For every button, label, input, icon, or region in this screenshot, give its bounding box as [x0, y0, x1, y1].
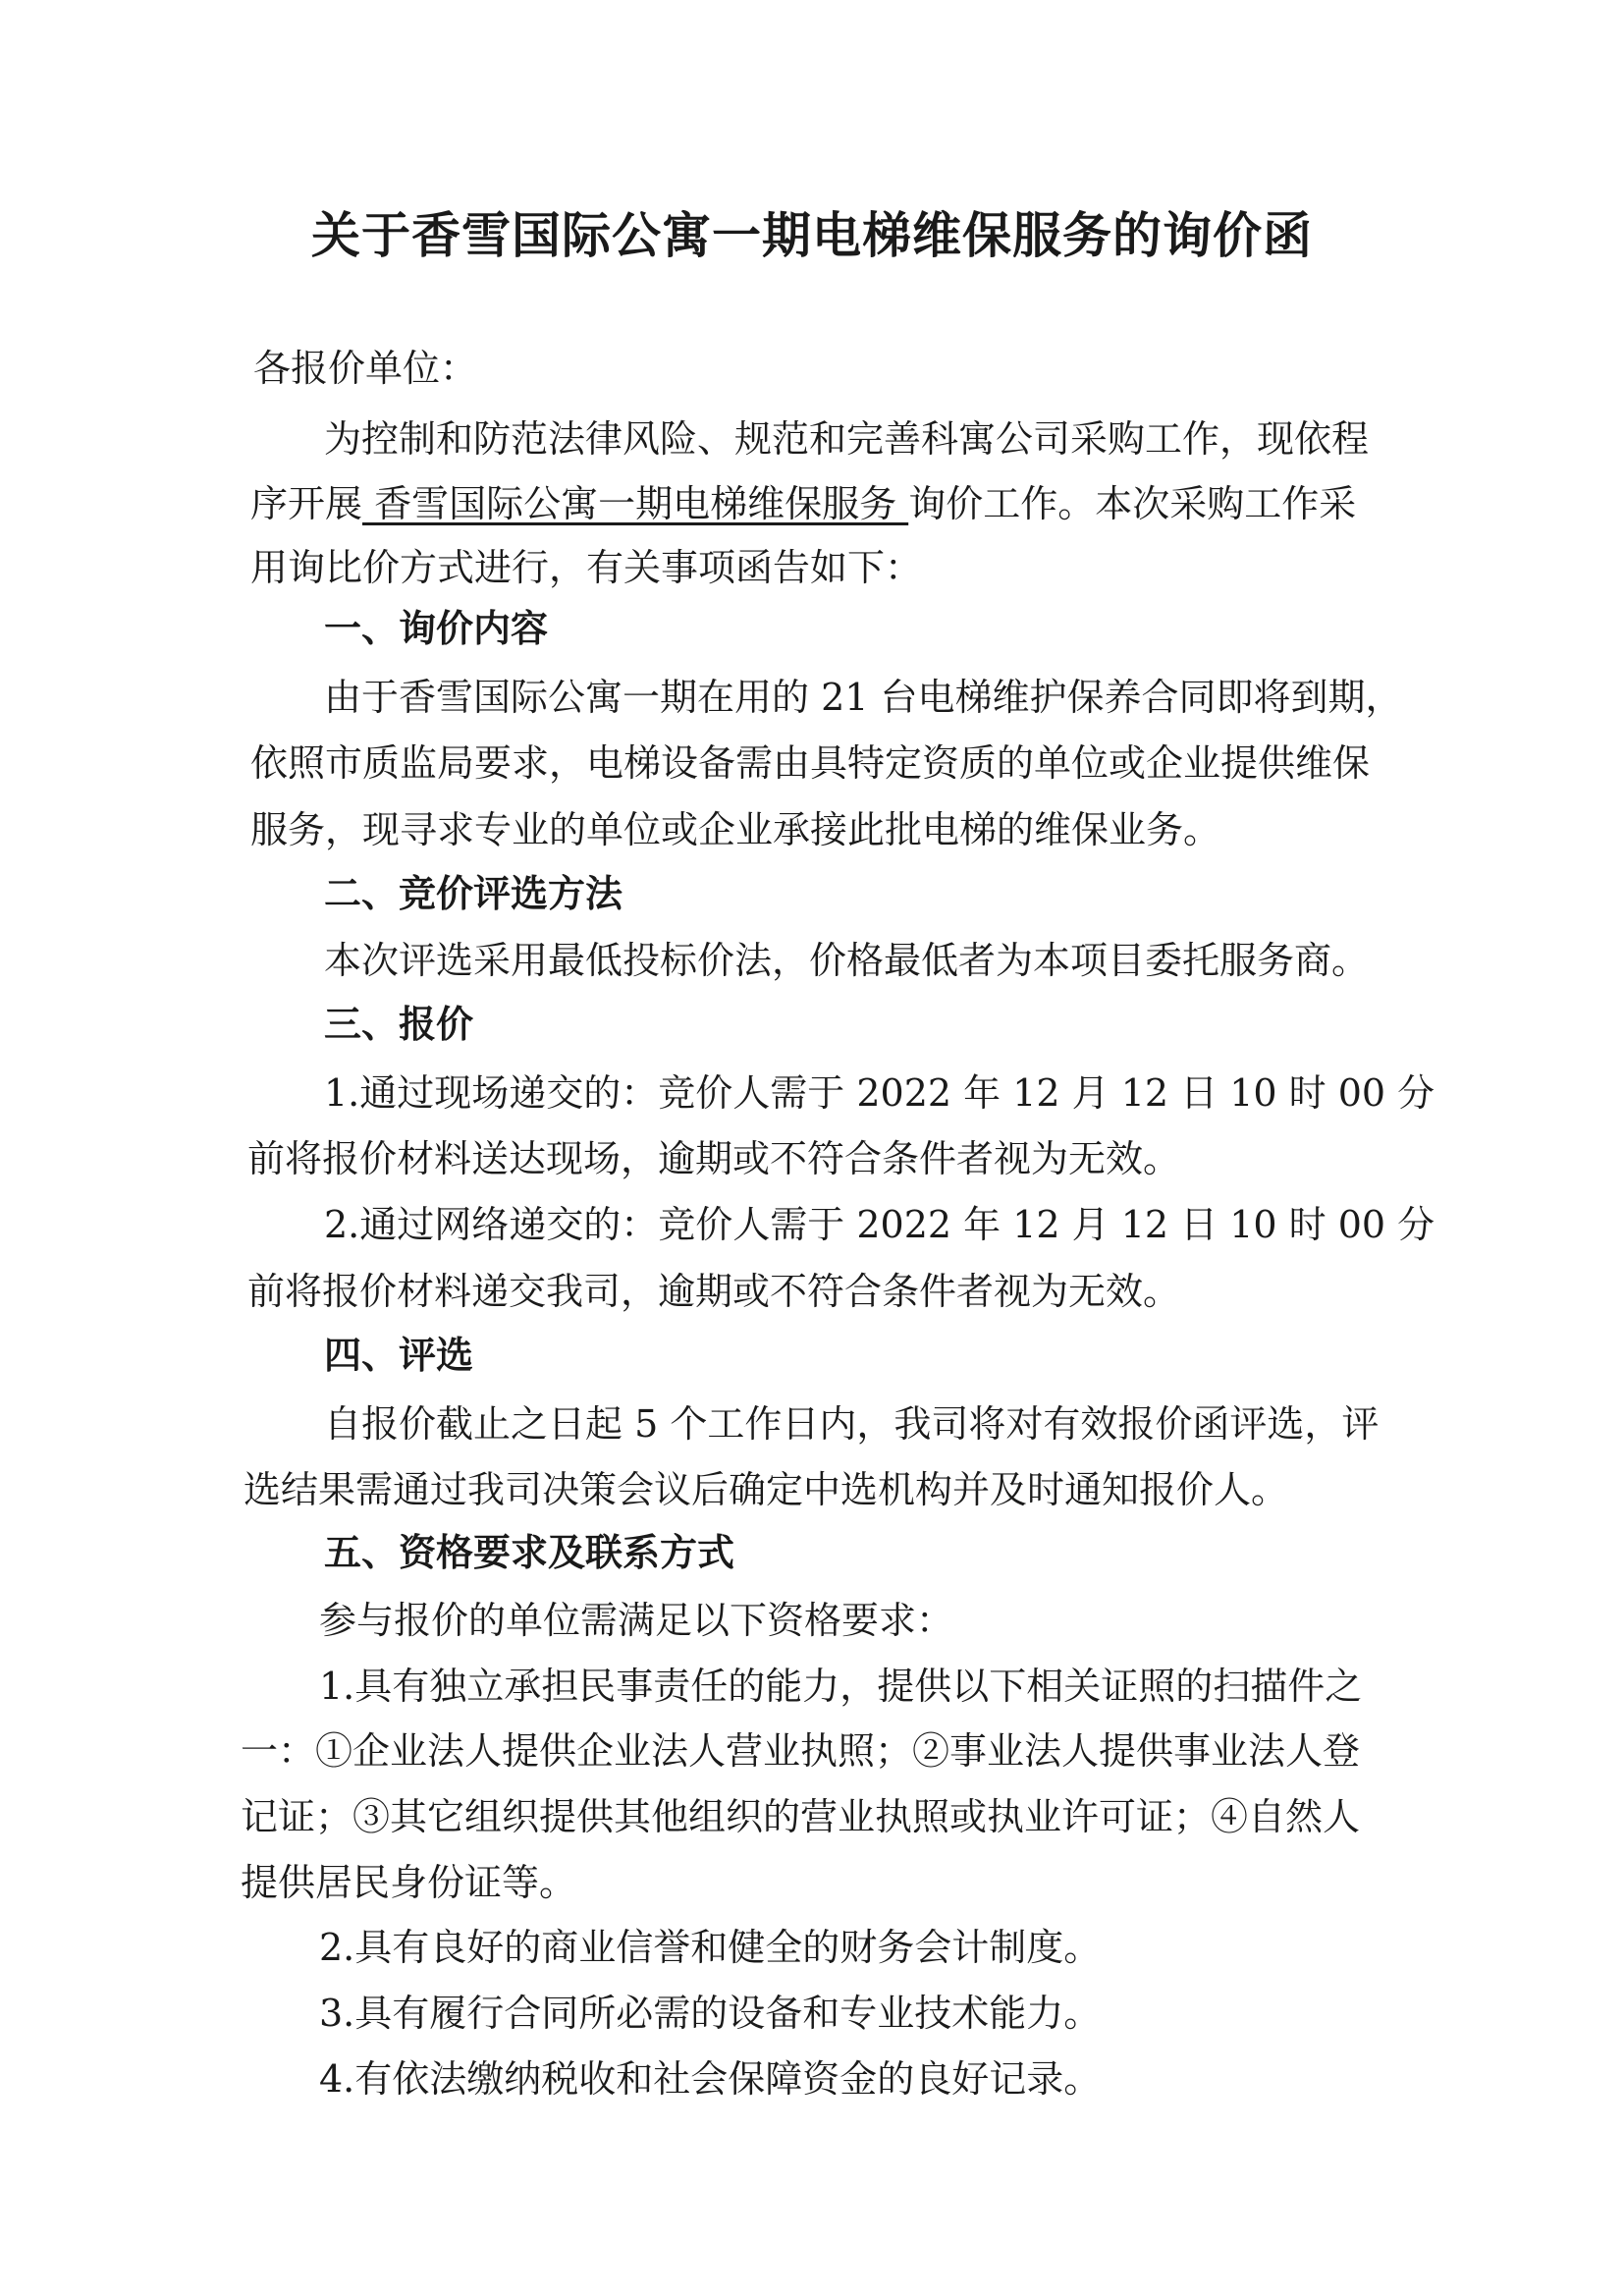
section-2-line-1: 本次评选采用最低投标价法，价格最低者为本项目委托服务商。: [324, 939, 1370, 982]
requirement-4: 4.有依法缴纳税收和社会保障资金的良好记录。: [319, 2057, 1102, 2101]
document-title: 关于香雪国际公寓一期电梯维保服务的询价函: [311, 206, 1313, 264]
section-1-heading: 一、询价内容: [324, 606, 549, 650]
section-2-heading: 二、竞价评选方法: [324, 871, 623, 915]
project-name-underlined: 香雪国际公寓一期电梯维保服务: [362, 482, 909, 525]
section-3-item-1-line-1: 1.通过现场递交的：竞价人需于 2022 年 12 月 12 日 10 时 00 分: [324, 1071, 1435, 1115]
section-4-line-2: 选结果需通过我司决策会议后确定中选机构并及时通知报价人。: [244, 1468, 1289, 1511]
intro-line-2-pre: 序开展: [250, 482, 363, 525]
requirement-2: 2.具有良好的商业信誉和健全的财务会计制度。: [319, 1926, 1102, 1969]
intro-line-2-post: 询价工作。本次采购工作采: [908, 482, 1357, 525]
intro-line-3: 用询比价方式进行，有关事项函告如下：: [250, 546, 923, 589]
requirement-1-line-4: 提供居民身份证等。: [241, 1861, 577, 1904]
intro-line-1: 为控制和防范法律风险、规范和完善科寓公司采购工作，现依程: [324, 417, 1370, 461]
section-5-heading: 五、资格要求及联系方式: [324, 1530, 735, 1574]
requirement-3: 3.具有履行合同所必需的设备和专业技术能力。: [319, 1992, 1102, 2035]
section-3-item-2-line-1: 2.通过网络递交的：竞价人需于 2022 年 12 月 12 日 10 时 00 分: [324, 1203, 1435, 1246]
section-3-item-2-line-2: 前将报价材料递交我司，逾期或不符合条件者视为无效。: [247, 1270, 1181, 1313]
requirement-1-line-1: 1.具有独立承担民事责任的能力，提供以下相关证照的扫描件之: [319, 1665, 1363, 1708]
salutation: 各报价单位：: [253, 347, 478, 390]
section-5-intro: 参与报价的单位需满足以下资格要求：: [319, 1599, 954, 1642]
intro-line-2: [250, 479, 1356, 528]
section-4-line-1: 自报价截止之日起 5 个工作日内，我司将对有效报价函评选，评: [324, 1402, 1380, 1446]
section-3-heading: 三、报价: [324, 1002, 474, 1046]
requirement-1-line-2: 一：①企业法人提供企业法人营业执照；②事业法人提供事业法人登: [241, 1729, 1361, 1773]
section-3-item-1-line-2: 前将报价材料送达现场，逾期或不符合条件者视为无效。: [247, 1137, 1181, 1180]
section-1-line-1: 由于香雪国际公寓一期在用的 21 台电梯维护保养合同即将到期，: [324, 676, 1403, 719]
requirement-1-line-3: 记证；③其它组织提供其他组织的营业执照或执业许可证；④自然人: [241, 1795, 1361, 1838]
section-1-line-2: 依照市质监局要求，电梯设备需由具特定资质的单位或企业提供维保: [250, 741, 1371, 785]
section-1-line-3: 服务，现寻求专业的单位或企业承接此批电梯的维保业务。: [250, 808, 1221, 851]
section-4-heading: 四、评选: [324, 1333, 474, 1377]
